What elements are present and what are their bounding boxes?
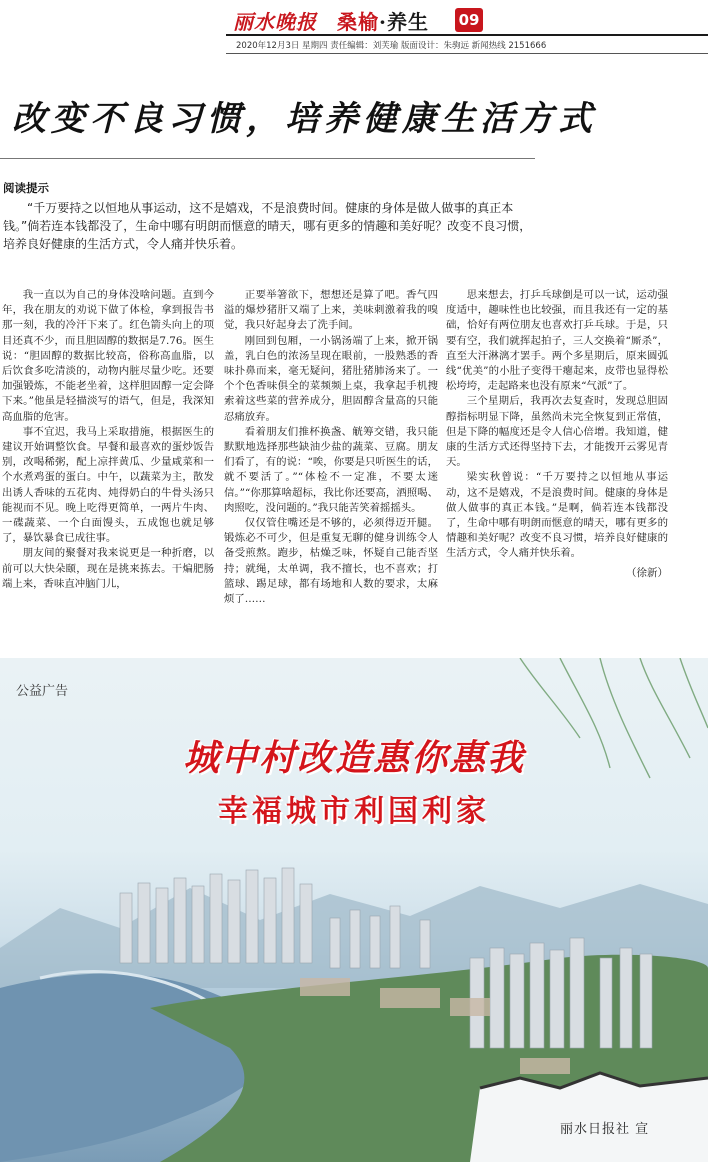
paragraph: 刚回到包厢，一小锅汤端了上来，掀开锅盖，乳白色的浓汤呈现在眼前，一股熟悉的香味扑鼻而来，毫无疑问，猪肚猪肺汤来了。一个个色香味俱全的菜频频上桌，我拿起手机搜索着这些菜的营养成分，胆固醇含量高的只能忍痛放弃。: [224, 334, 438, 423]
article-column-3: [446, 288, 668, 581]
paragraph: 正要举箸欲下，想想还是算了吧。香气四溢的爆炒猪肝又端了上来，美味刺激着我的嗅觉，我只好起身去了洗手间。: [224, 289, 438, 332]
paragraph: 仅仅管住嘴还是不够的，必须得迈开腿。锻炼必不可少，但是重复无聊的健身训练令人备受煎熬。跑步，枯燥乏味，怀疑自己能否坚持；就绳，太单调，我不擅长，也不喜欢；打篮球、踢足球，都有场地和人数的要求，太麻烦了……: [224, 517, 438, 606]
column-name: [337, 6, 429, 35]
paragraph: 思来想去，打乒乓球倒是可以一试，运动强度适中，趣味性也比较强，而且我还有一定的基础，恰好有两位朋友也喜欢打乒乓球。于是，只要有空，我们就挥起拍子，三人交换着“厮杀”，直至大汗淋漓才罢手。两个多星期后，原来圆弧线“优美”的小肚子变得干瘪起来，皮带也显得松松垮垮，走起路来也没有原来“气派”了。: [446, 289, 668, 393]
ad-title-2: 幸福城市利国利家: [218, 794, 490, 829]
column-name-a: 桑榆: [337, 10, 379, 34]
paragraph: 朋友间的聚餐对我来说更是一种折磨，以前可以大快朵颐，现在是挑来拣去。干煸肥肠端上来，香味直冲脑门儿，: [2, 547, 214, 590]
ad-label: 公益广告: [16, 684, 69, 699]
article-headline: 改变不良习惯，培养健康生活方式: [12, 99, 597, 139]
headline-rule: [0, 158, 535, 159]
paragraph: 事不宜迟，我马上采取措施，根据医生的建议开始调整饮食。早餐和最喜欢的蛋炒饭告别，改喝稀粥，配上凉拌黄瓜、少量咸菜和一个水煮鸡蛋的蛋白。中午，以蔬菜为主，散发出诱人香味的五花肉、炖得奶白的牛骨头汤只能视而不见。晚上吃得更简单，一两片牛肉、一碟蔬菜、一个白面馒头，五成饱也就足够了，暴饮暴食已成往事。: [2, 425, 214, 545]
article-column-1: [2, 288, 214, 592]
article-column-2: [224, 288, 438, 607]
paragraph: 梁实秋曾说：“千万要持之以恒地从事运动，这不是嬉戏，不是浪费时间。健康的身体是做人做事的真正本钱。”是啊，倘若连本钱都没了，生命中哪有明朗而惬意的晴天，哪有更多的情趣和美好呢？改变不良习惯，培养良好健康的生活方式，令人痛并快乐着。: [446, 471, 668, 560]
paragraph: 我一直以为自己的身体没啥问题。直到今年，我在朋友的劝说下做了体检，拿到报告书那一刻，我的冷汗下来了。红色箭头向上的项目还真不少，而且胆固醇的数据是7.76。医生说：“胆固醇的数据比较高，俗称高血脂，以后饮食多吃清淡的，动物内脏尽量少吃。还要加强锻炼，不能老坐着，这样胆固醇一定会降下来。”他虽是轻描淡写的语气，但是，我深知高血脂的危害。: [2, 289, 214, 423]
masthead-info-line: 2020年12月3日 星期四 责任编辑：刘芙瑜 版面设计：朱驹远 新闻热线 2151666: [236, 41, 547, 51]
ad-title-1: 城中村改造惠你惠我: [182, 737, 525, 779]
page-number-badge: 09: [455, 8, 483, 32]
paragraph: 三个星期后，我再次去复查时，发现总胆固醇指标明显下降，虽然尚未完全恢复到正常值，但是下降的幅度还是令人信心倍增。我知道，健康的生活方式还得坚持下去，才能拨开云雾见青天。: [446, 395, 668, 469]
paragraph: 看着朋友们推杯换盏、觥筹交错，我只能默默地选择那些缺油少盐的蔬菜、豆腐。朋友们看了，有的说：“唉，你要是只听医生的话，就不要活了。”“体检不一定准，不要太迷信。”“你那算啥超标，我比你还要高，酒照喝、肉照吃，没问题的。”我只能苦笑着摇摇头。: [224, 425, 438, 514]
masthead-rule-thin: [226, 53, 708, 54]
column-separator: ·: [379, 10, 387, 34]
lead-text: “千万要持之以恒地从事运动，这不是嬉戏，不是浪费时间。健康的身体是做人做事的真正本钱。”倘若连本钱都没了，生命中哪有明朗而惬意的晴天，哪有更多的情趣和美好呢？改变不良习惯，培养良好健康的生活方式，令人痛并快乐着。: [3, 201, 532, 251]
masthead-rule: [226, 34, 708, 36]
public-service-ad: [0, 658, 708, 1162]
newspaper-name: 丽水晚报: [233, 10, 317, 34]
ad-credit: 丽水日报社 宣: [560, 1122, 650, 1137]
lead-title: 阅读提示: [3, 181, 49, 195]
column-name-b: 养生: [386, 10, 429, 34]
article-byline: （徐新）: [626, 566, 668, 579]
